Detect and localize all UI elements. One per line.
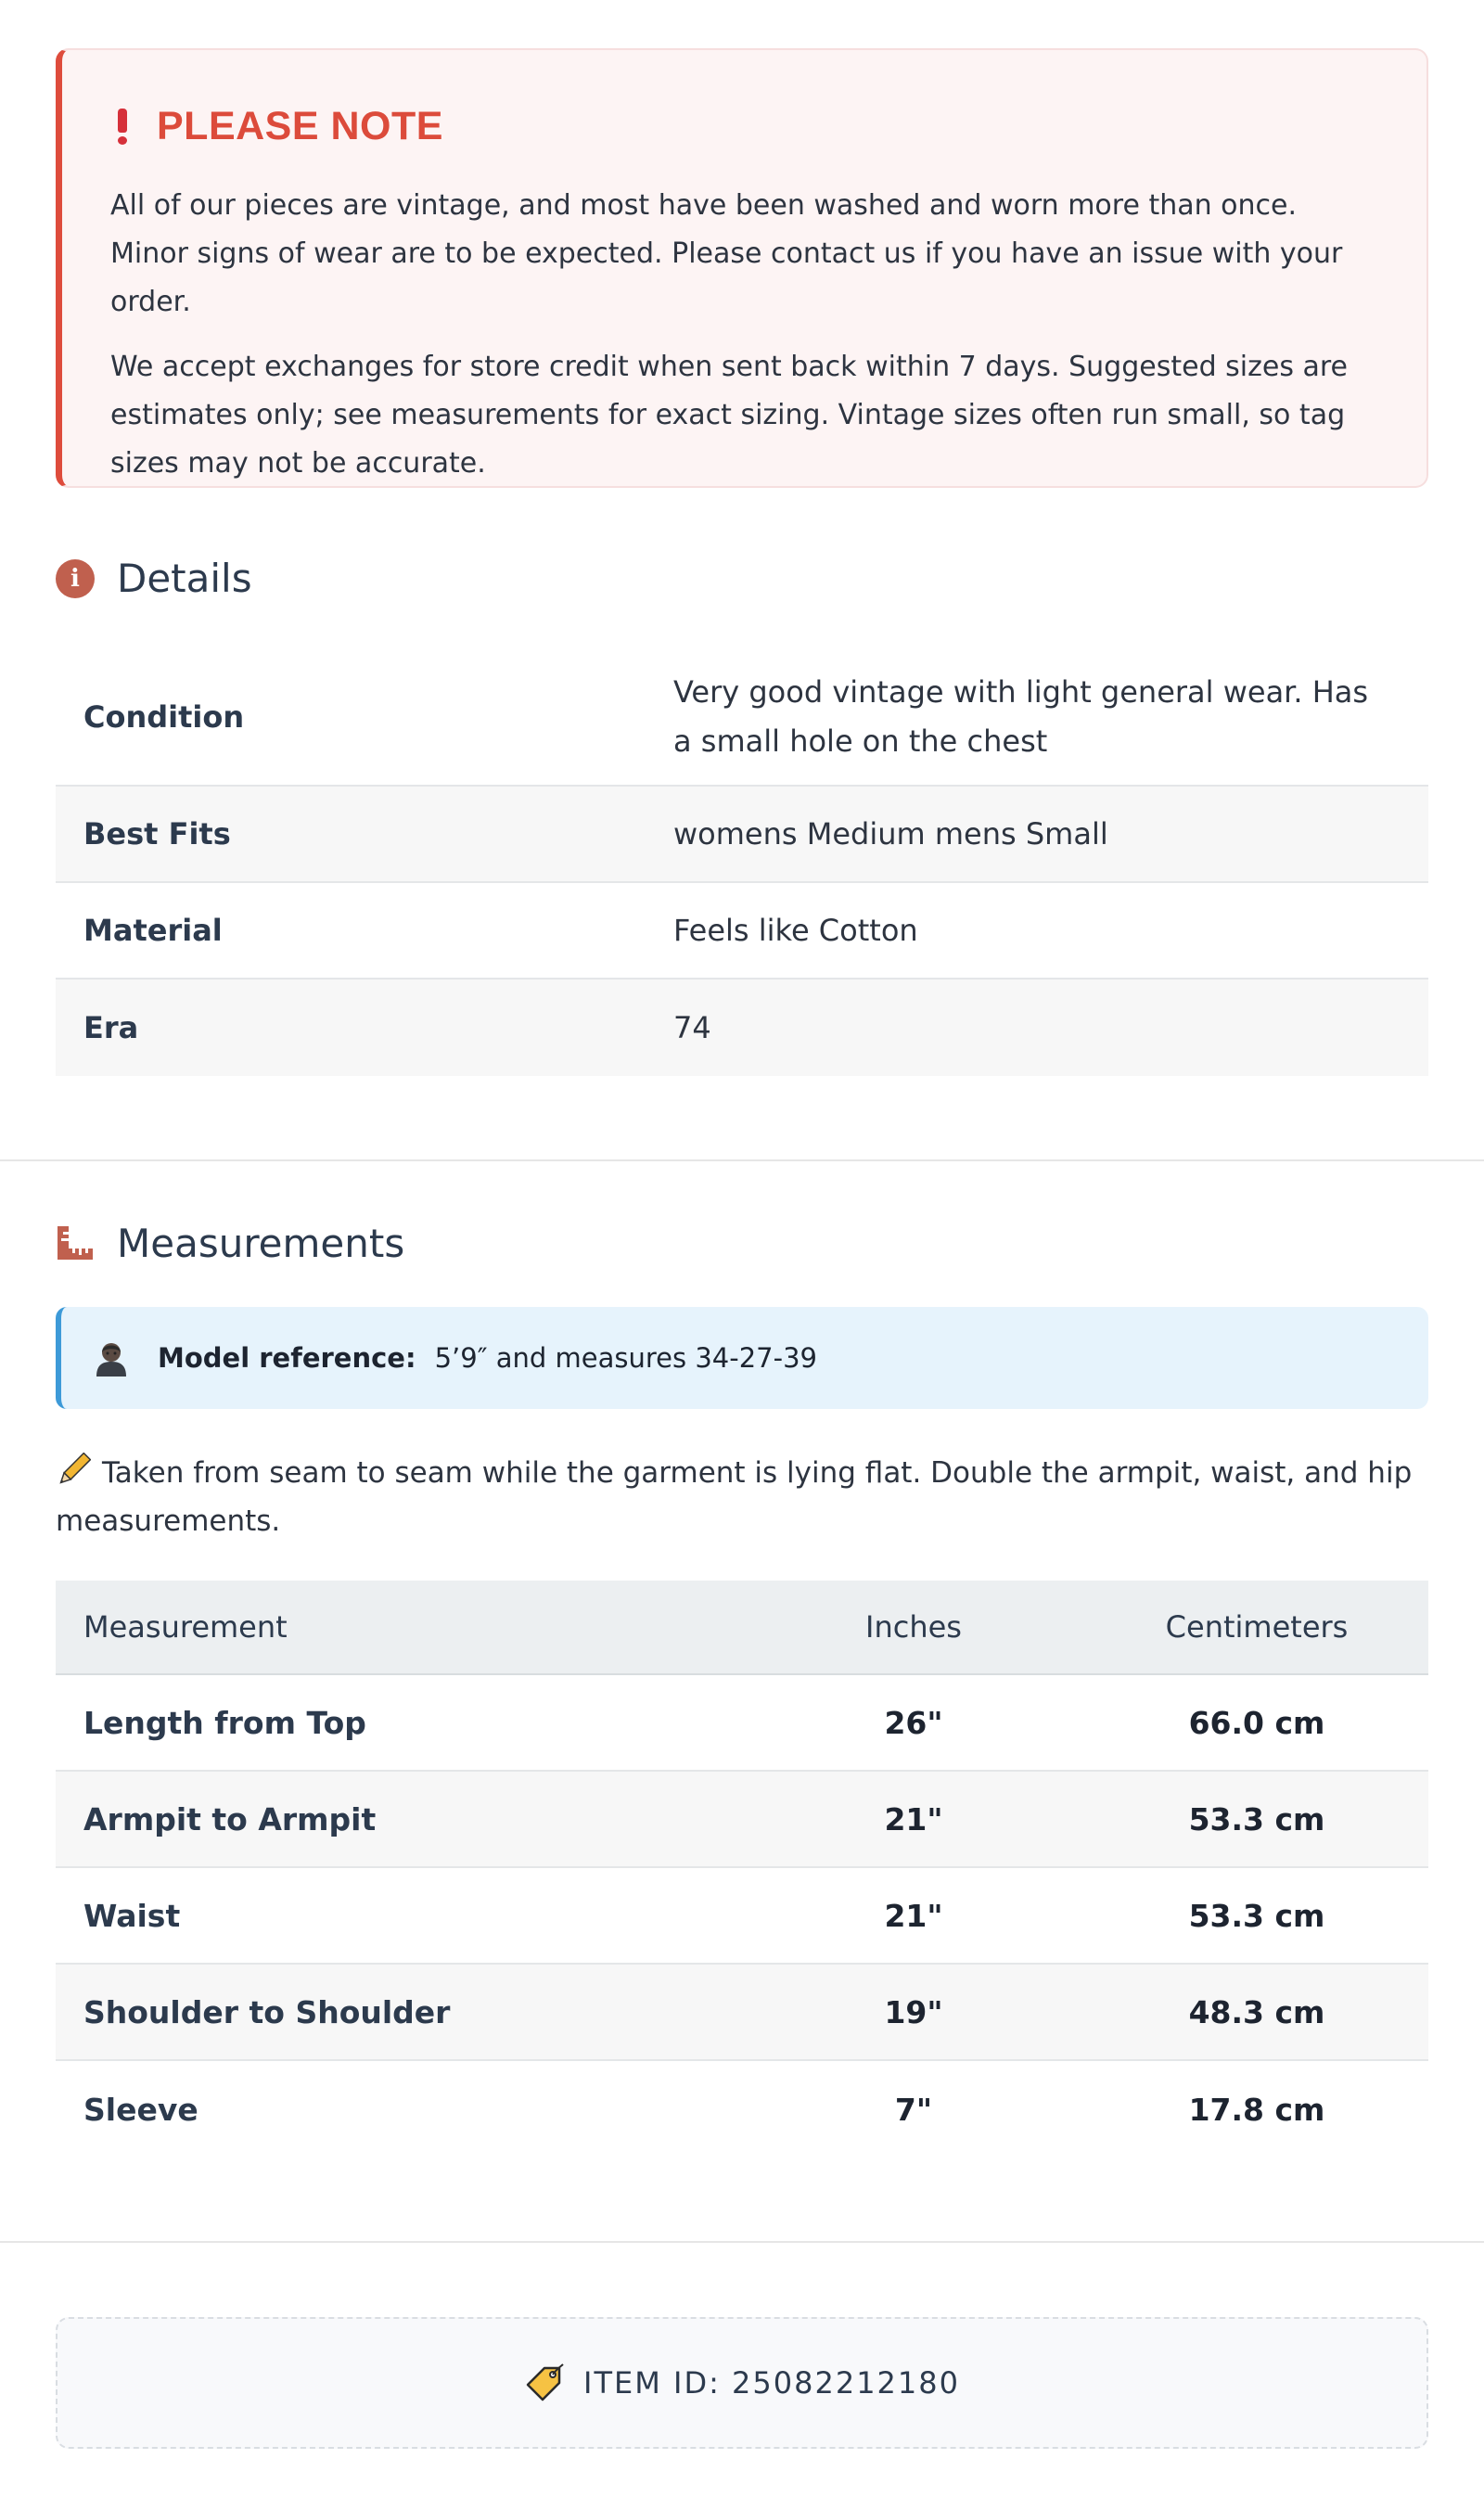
details-title: Details [117, 556, 252, 601]
details-label: Material [83, 913, 223, 948]
please-note-title: PLEASE NOTE [157, 103, 443, 148]
measurement-instructions [56, 1449, 1428, 1545]
measurement-name: Armpit to Armpit [83, 1800, 377, 1838]
tag-icon [524, 2363, 565, 2403]
measurement-inches: 21" [884, 1800, 943, 1838]
details-row-best-fits [56, 787, 1428, 883]
section-divider [0, 1159, 1484, 1161]
item-id-text: ITEM ID: 25082212180 [583, 2365, 960, 2401]
measurement-name: Length from Top [83, 1704, 366, 1741]
measurement-cm: 17.8 cm [1188, 2091, 1325, 2128]
details-value: womens Medium mens Small [673, 815, 1108, 852]
details-label: Best Fits [83, 816, 231, 852]
details-header [56, 556, 252, 601]
measurement-cm: 53.3 cm [1188, 1800, 1325, 1838]
measurement-inches: 19" [884, 1993, 943, 2030]
details-value: 74 [673, 1009, 711, 1045]
measurement-inches: 7" [894, 2091, 933, 2128]
please-note-paragraph-wear: All of our pieces are vintage, and most have been washed and worn more than once. Minor signs of wear are to be expected. Please contact us if you have an issue with your order. [110, 189, 1343, 318]
please-note-paragraph-exchanges: We accept exchanges for store credit when sent back within 7 days. Suggested sizes are estimates only; see measurements for exact sizing. Vintage sizes often run small, so tag sizes may not be accurate. [110, 351, 1349, 480]
details-row-material [56, 883, 1428, 980]
measurement-cm: 66.0 cm [1188, 1704, 1325, 1741]
person-icon [95, 1339, 128, 1377]
table-row [56, 1675, 1428, 1772]
please-note-card [56, 48, 1428, 488]
details-row-condition [56, 649, 1428, 787]
info-icon: i [56, 559, 95, 598]
exclamation-icon [116, 107, 129, 146]
measurement-cm: 48.3 cm [1188, 1993, 1325, 2030]
column-header-measurement: Measurement [83, 1609, 288, 1645]
measurements-table-header [56, 1581, 1428, 1675]
details-value: Feels like Cotton [673, 912, 918, 948]
column-header-centimeters: Centimeters [1165, 1609, 1349, 1645]
measurement-instructions-text: Taken from seam to seam while the garment is lying flat. Double the armpit, waist, and hip measurements. [56, 1456, 1413, 1538]
table-row [56, 2061, 1428, 2158]
please-note-header [110, 102, 1378, 150]
measurement-name: Waist [83, 1897, 181, 1934]
ruler-icon [56, 1224, 95, 1263]
model-reference-box [56, 1307, 1428, 1409]
details-table [56, 649, 1428, 1076]
measurements-header [56, 1221, 404, 1266]
details-label: Era [83, 1010, 139, 1045]
model-reference-value: 5’9″ and measures 34-27-39 [434, 1342, 817, 1374]
model-reference-label: Model reference: [158, 1342, 416, 1374]
table-row [56, 1868, 1428, 1965]
details-label: Condition [83, 699, 245, 735]
measurement-inches: 26" [884, 1704, 943, 1741]
section-divider [0, 2241, 1484, 2243]
details-value: Very good vintage with light general wear. Has a small hole on the chest [673, 674, 1369, 759]
measurement-inches: 21" [884, 1897, 943, 1934]
item-id-box [56, 2317, 1428, 2449]
table-row [56, 1772, 1428, 1868]
measurements-title: Measurements [117, 1221, 405, 1266]
pencil-icon [56, 1453, 91, 1488]
measurement-cm: 53.3 cm [1188, 1897, 1325, 1934]
measurements-table [56, 1581, 1428, 2158]
column-header-inches: Inches [865, 1609, 962, 1645]
details-row-era [56, 980, 1428, 1076]
measurement-name: Sleeve [83, 2091, 198, 2128]
table-row [56, 1965, 1428, 2061]
measurement-name: Shoulder to Shoulder [83, 1993, 451, 2030]
